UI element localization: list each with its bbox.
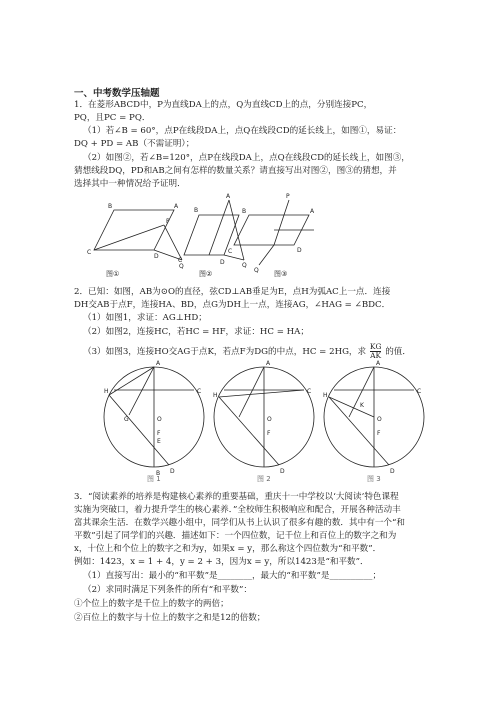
svg-text:H: H <box>213 392 218 399</box>
q1-line-4: DQ + PD = AB（不需证明）； <box>74 139 195 149</box>
q3-line-7: （1）直接写出：最小的“和平数”是________，最大的“和平数”是__________； <box>83 571 382 581</box>
svg-text:P: P <box>286 193 290 200</box>
q3-line-2: 实施为突破口，着力提升学生的核心素养．”全校师生积极响应和配合，开展各种活动丰 <box>74 505 401 515</box>
fig-1-caption: 图 1 <box>147 475 161 483</box>
svg-text:B: B <box>108 203 113 210</box>
svg-text:O: O <box>157 416 162 423</box>
fig2-label: 图② <box>199 270 213 278</box>
q1-line-2: PQ，且PC = PQ． <box>74 113 151 123</box>
q3-line-1: 3．“阅读素养的培养是构建核心素养的重要基础，重庆十一中学校以‘大阅读’特色课程 <box>74 492 399 502</box>
svg-text:O: O <box>267 416 272 423</box>
svg-text:H: H <box>104 388 109 395</box>
svg-text:A: A <box>156 360 161 367</box>
svg-text:A: A <box>174 203 179 210</box>
svg-text:P: P <box>166 218 170 225</box>
q1-line-1: 1．在菱形ABCD中，P为直线DA上的点，Q为直线CD上的点，分别连接PC， <box>74 100 373 110</box>
q2-line-5-text: （3）如图3，连接HO交AG于点K，若点F为DG的中点，HC = 2HG，求 <box>83 347 367 357</box>
section-title: 一、中考数学压轴题 <box>74 88 160 99</box>
svg-text:C: C <box>197 388 202 395</box>
svg-text:D: D <box>280 468 285 475</box>
svg-text:C: C <box>307 388 312 395</box>
q2-line-5-tail: 的值． <box>385 347 411 357</box>
q3-line-3: 富其课余生活．在数学兴趣小组中，同学们从书上认识了很多有趣的数．其中有一个“和 <box>74 518 405 528</box>
svg-text:K: K <box>360 402 364 409</box>
svg-text:D: D <box>170 468 175 475</box>
svg-text:G: G <box>124 416 129 423</box>
q2-figures <box>74 355 434 485</box>
fig-2-caption: 图 2 <box>257 475 271 483</box>
svg-text:F: F <box>157 430 161 437</box>
svg-text:A: A <box>376 360 381 367</box>
svg-text:A: A <box>310 208 315 215</box>
q3-line-9: ①个位上的数字是千位上的数字的两倍； <box>74 599 229 609</box>
q3-line-5: x，十位上和个位上的数字之和为y，如果x = y，那么称这个四位数为“和平数”． <box>74 544 382 554</box>
svg-text:B: B <box>242 208 247 215</box>
q2-line-3: （1）如图1，求证：AG⊥HD； <box>83 313 207 323</box>
svg-text:D: D <box>297 247 302 254</box>
svg-text:F: F <box>267 430 271 437</box>
q3-line-10: ②百位上的数字与十位上的数字之和是12的倍数； <box>74 613 266 623</box>
svg-text:Q: Q <box>242 262 247 269</box>
q3-line-4: 平数”引起了同学们的兴趣．描述如下：一个四位数，记千位上和百位上的数字之和为 <box>74 531 397 541</box>
fig3-label: 图③ <box>274 270 288 278</box>
svg-text:D: D <box>154 253 159 260</box>
q1-line-6: 猜想线段DQ，PD和AB之间有怎样的数量关系？请直接写出对图②，图③的猜想，并 <box>74 166 397 176</box>
q2-line-1: 2．已知：如图，AB为⊙O的直径，弦CD⊥AB垂足为E，点H为弧AC上一点．连接 <box>74 287 391 297</box>
svg-text:B: B <box>156 470 161 477</box>
svg-text:B: B <box>194 207 199 214</box>
svg-text:O: O <box>377 416 382 423</box>
fraction-denominator: AK <box>370 351 382 360</box>
fig-3-caption: 图 3 <box>367 475 381 483</box>
svg-text:Q: Q <box>179 263 184 270</box>
q1-figures <box>74 190 334 280</box>
q3-line-8: （2）求同时满足下列条件的所有“和平数”： <box>83 585 252 595</box>
svg-text:C: C <box>87 249 92 256</box>
rhombus-figure-1 <box>94 210 174 250</box>
q1-line-5: （2）如图②，若∠B=120°，点P在线段DA上，点Q在线段CD的延长线上，如图③， <box>83 153 410 163</box>
q2-line-2: DH交AB于点F，连接HA、BD，点G为DH上一点，连接AG，∠HAG = ∠BDC． <box>74 300 391 310</box>
q2-line-4: （2）如图2，连接HC，若HC = HF，求证：HC = HA； <box>83 327 309 337</box>
q1-line-3: （1）若∠B = 60°，点P在线段DA上，点Q在线段CD的延长线上，如图①，易证： <box>83 126 402 136</box>
fraction-numerator: KG <box>369 342 382 351</box>
svg-text:A: A <box>266 360 271 367</box>
svg-text:C: C <box>178 257 183 264</box>
svg-text:C: C <box>228 248 233 255</box>
svg-text:A: A <box>226 193 231 200</box>
fig1-label: 图① <box>106 270 120 278</box>
svg-text:H: H <box>323 392 328 399</box>
svg-text:Q: Q <box>254 267 259 274</box>
svg-text:E: E <box>157 438 161 445</box>
svg-text:F: F <box>377 430 381 437</box>
svg-text:C: C <box>417 388 422 395</box>
q3-line-6: 例如：1423，x = 1 + 4，y = 2 + 3，因为x = y，所以1423是“和平数”． <box>74 557 369 567</box>
q1-line-7: 选择其中一种情况给予证明． <box>74 179 186 189</box>
svg-text:D: D <box>390 468 395 475</box>
svg-text:D: D <box>220 259 225 266</box>
